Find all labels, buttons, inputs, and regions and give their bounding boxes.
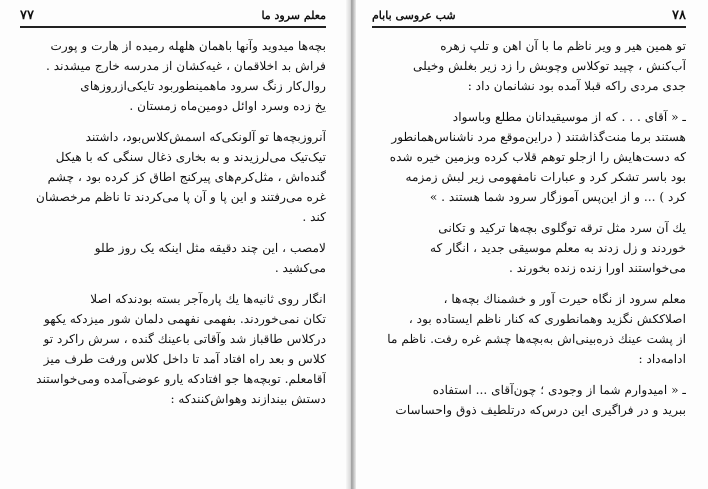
text-line: انگار روی ثانیه‌ها یك پاره‌آجر بسته بودندکه اصلا [90,292,326,306]
text-line: آنروز‌بچه‌ها تو آلونکی‌که اسمش‌کلاس‌بود، داشتند [85,130,326,144]
text-line: می‌خواستند اورا زنده زنده بخورند . [508,261,686,275]
text-line: جدی مردی راکه قبلا آمده بود نشانمان داد : [467,79,686,93]
text-line: یك آن سرد مثل ترقه توگلوی بچه‌ها ترکید و تکانی [438,221,686,235]
right-page-header [372,4,686,28]
text-line: بچه‌ها میدوید وآنها باهمان هلهله رمیده از هارت و پورت [50,39,326,53]
text-line: هستند برما منت‌گذاشتند ( دراین‌موقع مرد ناشناس‌هما‌نطور [391,130,686,144]
paragraph-gap [20,278,326,289]
text-line: تکان نمی‌خوردند. بفهمی نفهمی دلمان شور میزدکه یکهو [43,312,326,326]
right-page [350,0,708,489]
text-line: تو همین هیر و ویر ناظم ما با آن اهن و تلپ زهره [440,39,686,53]
text-line: درکلاس طاقباز شد وآقاتی باعینك گنده ، سرش راکرد تو [43,332,326,346]
page-body [20,36,326,409]
paragraph-gap [372,207,686,218]
book-gutter [346,0,356,489]
paragraph-gap [20,227,326,238]
text-line: آقامعلم. توبچه‌ها جو افتادکه یارو عوضی‌آمده ومی‌خواستند [36,372,326,386]
left-page [0,0,350,489]
text-line: معلم سرود از نگاه حیرت آور و خشمناك بچه‌ها ، [443,292,686,306]
text-line: کرد ) ... و از این‌پس آموزگار سرود شما هستند . » [429,190,686,204]
text-line: ادامه‌داد : [638,352,686,366]
text-line: روال‌کار زنگ سرود ماهمینطوربود تایکی‌ازروزهای [80,79,326,93]
text-line: غره می‌رفتند و این پا و آن پا می‌کردند تا ناظم مرخصشان [36,190,326,204]
text-line: فراش بد اخلاقمان ، غیه‌کشان از مدرسه خارج میشدند . [45,59,326,73]
text-line: اصلاککش نگزید وهمانطوری که کنار ناظم ایستاده بود ، [408,312,686,326]
text-line: دستش بیندازند وهو‌ا‌ش‌کنندکه : [170,392,326,406]
page-number: ۷۸ [672,7,686,23]
text-line: ـ « امیدوارم شما از وجودی ؛ چون‌آقای ... استفاده [432,383,686,397]
left-page-header [20,4,326,28]
paragraph-gap [372,278,686,289]
page-number: ۷۷ [20,7,34,23]
paragraph-gap [372,96,686,107]
text-line: ـ « آقای . . . که از موسیقیدانان مطلع وباسواد [452,110,686,124]
text-line: کند . [302,210,326,224]
text-line: آب‌کنش ، چپید توکلاس وچوبش را زد زیر بغلش وخیلی [413,59,686,73]
text-line: تیک‌تیک می‌لرزیدند و به بخاری ذغال سنگی که با هیکل [55,150,326,164]
paragraph-gap [20,116,326,127]
text-line: از پشت عینك ذره‌بینی‌اش به‌بچه‌ها چشم غره رفت. ناظم ما [387,332,686,346]
text-line: می‌کشید . [274,261,326,275]
text-line: بود باسر تشکر کرد و عبارات نامفهومی زیر لبش زمزمه [405,170,686,184]
running-head: شب عروسی بابام [372,8,456,22]
text-line: یخ زده وسرد اوائل دومین‌ماه زمستان . [129,99,326,113]
text-line: ببرید و در فراگیری این درس‌که درتلطیف ذوق واحساسات [395,403,686,417]
text-line: گنده‌اش ، مثل‌کرم‌های پیرکنج اطاق کز کرده بود ، چشم [47,170,326,184]
text-line: خوردند و زل زدند به معلم موسیقی جدید ، انگار که [429,241,686,255]
running-head: معلم سرود ما [261,8,326,22]
text-line: کلاس و بعد راه افتاد آمد تا داخل کلاس ورفت طرف میز [43,352,326,366]
text-line: که دست‌هایش را ازجلو توهم قلاب کرده وبزمین خیره شده [389,150,686,164]
paragraph-gap [372,369,686,380]
text-line: لامصب ، این چند دقیقه مثل اینکه یک روز طلو [94,241,326,255]
page-body [372,36,686,420]
